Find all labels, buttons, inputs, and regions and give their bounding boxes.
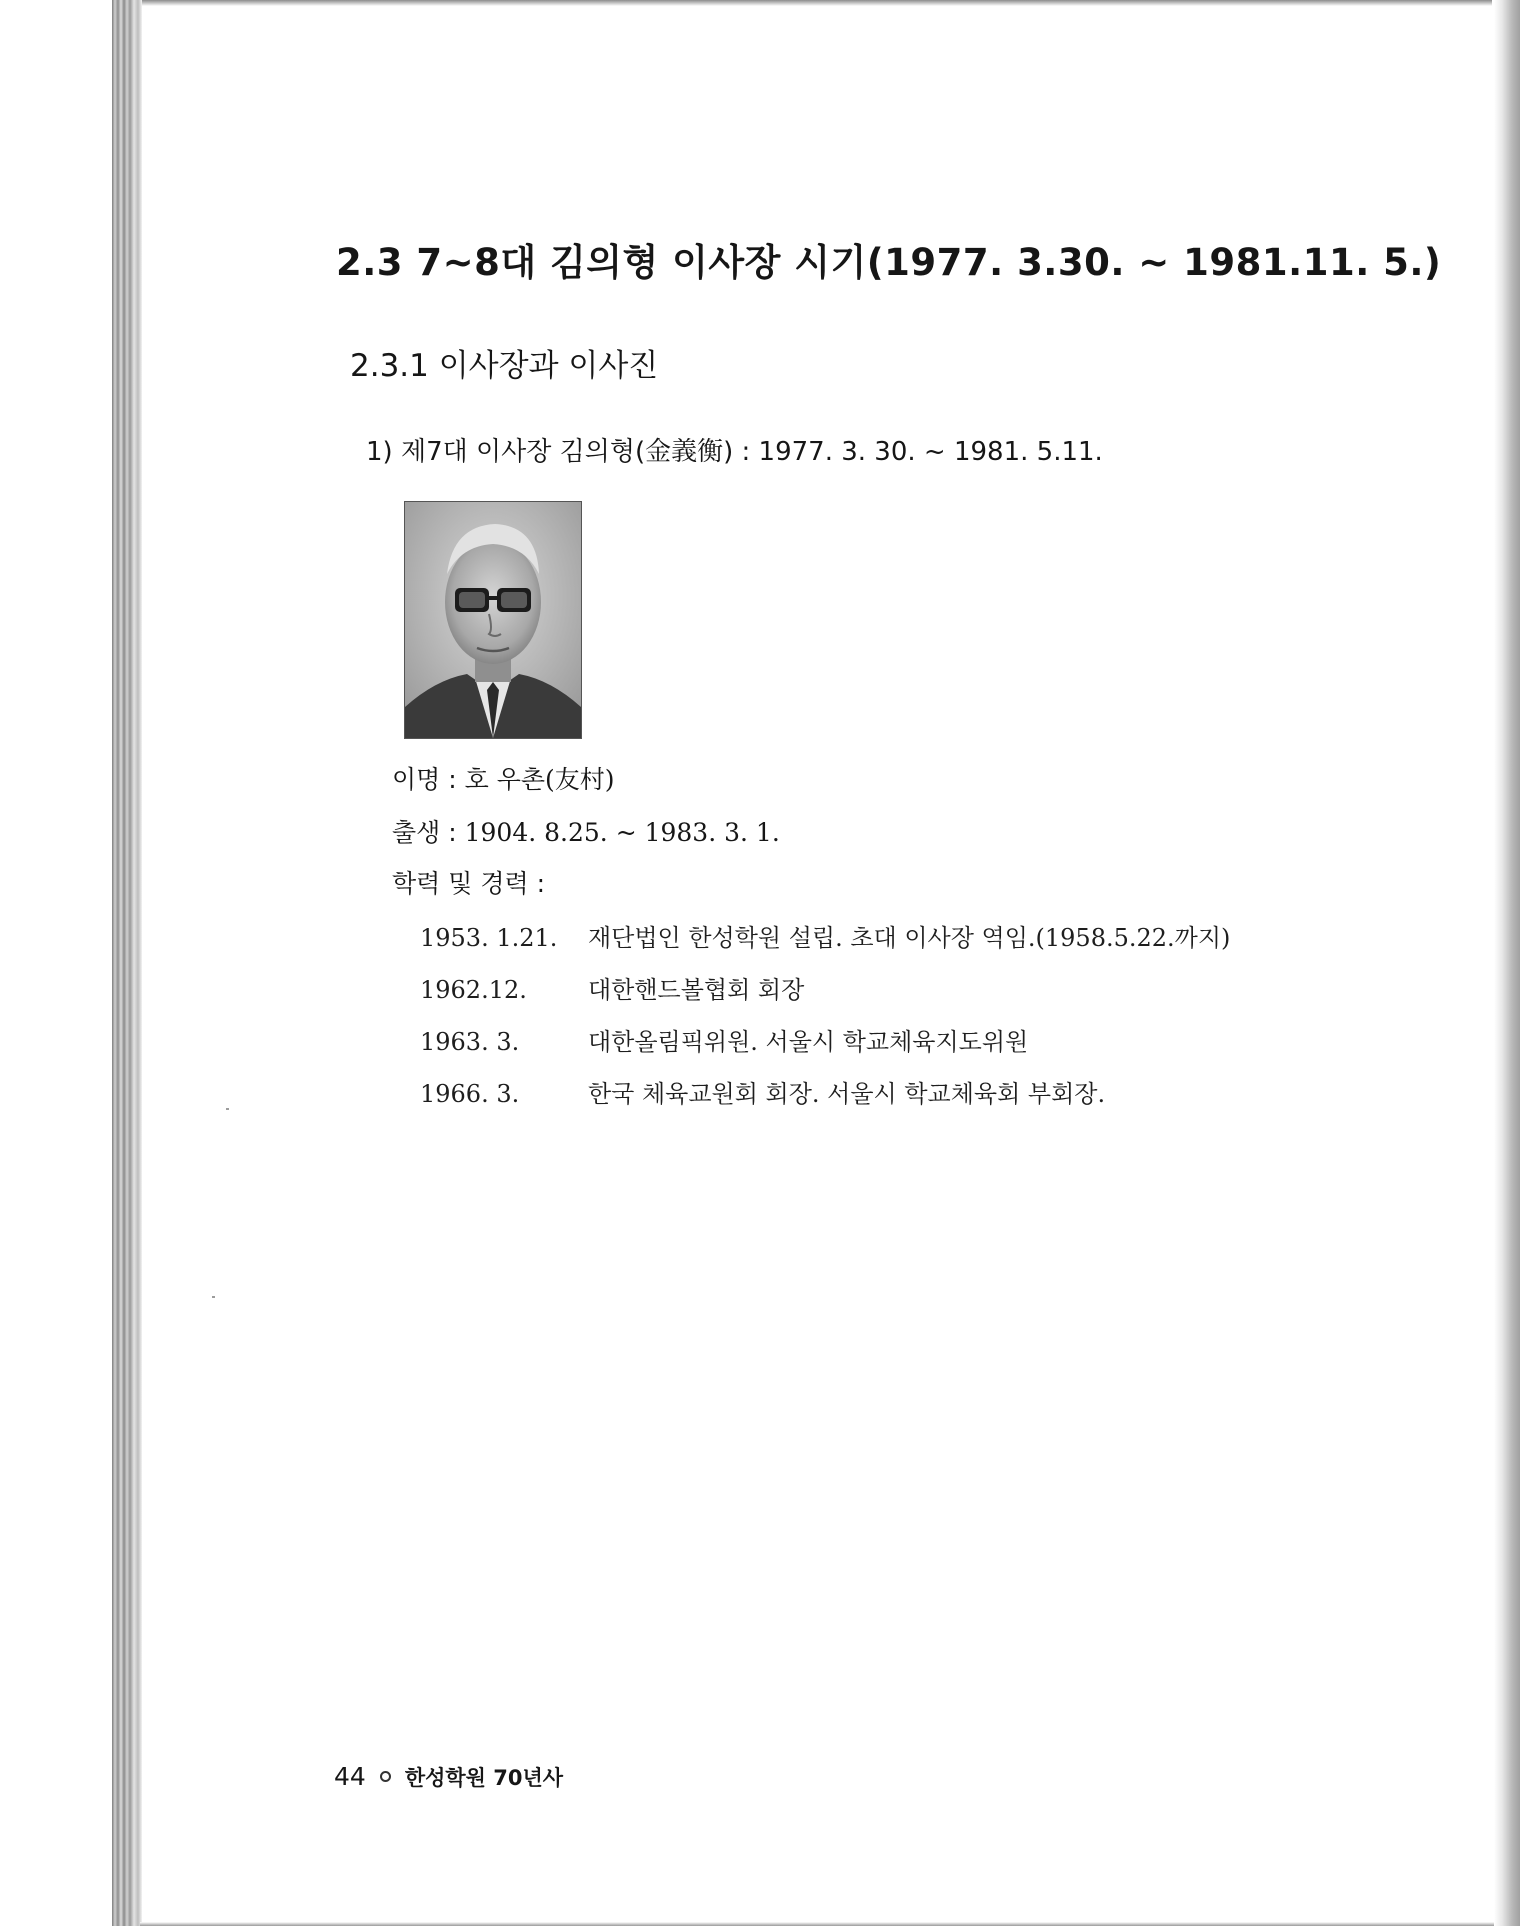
page-number: 44 [334,1762,366,1791]
history-item [420,970,804,1005]
pen-name-value: 호 우촌(友村) [464,765,615,794]
career-row [392,864,545,900]
career-label: 학력 및 경력 : [392,869,546,898]
history-date: 1966. 3. [420,1080,520,1108]
chairman-portrait-photo [404,501,582,739]
birth-row [392,813,780,849]
page-bottom-edge [140,1922,1494,1926]
page-right-shadow [1494,0,1520,1926]
history-text: 대한핸드볼협회 회장 [588,976,805,1004]
page-binding-edge [112,0,142,1926]
book-title: 한성학원 70년사 [404,1766,564,1790]
scan-speck [212,1296,215,1298]
portrait-illustration [405,502,581,738]
footer-bullet-icon [380,1771,391,1782]
history-item [420,918,1230,953]
history-text: 한국 체육교원회 회장. 서울시 학교체육회 부회장. [588,1080,1106,1108]
history-text: 재단법인 한성학원 설립. 초대 이사장 역임.(1958.5.22.까지) [588,924,1231,952]
history-date: 1953. 1.21. [420,924,558,952]
history-date: 1962.12. [420,976,527,1004]
page-top-edge [112,0,1492,6]
pen-name-label: 이명 : [392,765,465,794]
history-date: 1963. 3. [420,1028,520,1056]
subsection-title: 2.3.1 이사장과 이사진 [350,348,659,384]
history-text: 대한올림픽위원. 서울시 학교체육지도위원 [588,1028,1029,1056]
chairman-heading: 1) 제7대 이사장 김의형(金義衡) : 1977. 3. 30. ~ 1981. 5.11. [366,437,1103,467]
history-item [420,1022,1028,1057]
pen-name-row [392,760,615,796]
history-item [420,1074,1105,1109]
birth-label: 출생 : [392,818,465,847]
section-title: 2.3 7~8대 김의형 이사장 시기(1977. 3.30. ~ 1981.11. 5.) [336,241,1442,284]
scan-speck [226,1108,229,1110]
page-footer [334,1762,563,1792]
birth-value: 1904. 8.25. ~ 1983. 3. 1. [464,818,780,847]
